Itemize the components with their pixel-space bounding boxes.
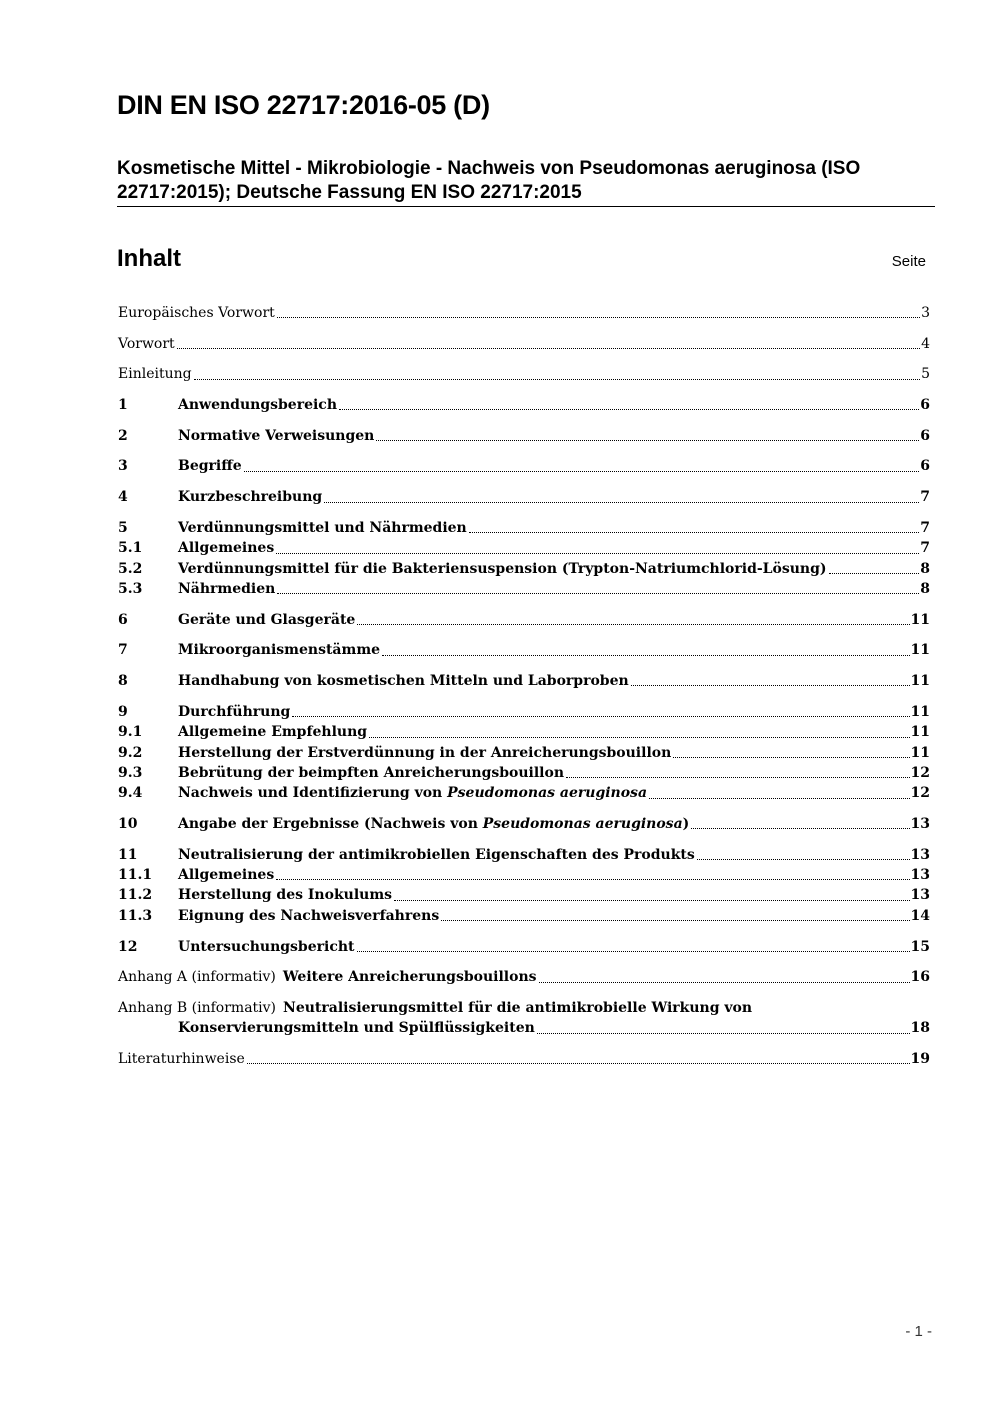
dot-leader (247, 1062, 910, 1064)
species-name: Pseudomonas aeruginosa (482, 815, 683, 832)
dot-leader (194, 378, 921, 380)
dot-leader (244, 470, 920, 472)
toc-entry-12[interactable] (118, 937, 930, 957)
toc-entry-page: 6 (920, 458, 930, 475)
dot-leader (691, 827, 909, 829)
toc-entry-title: Mikroorganismenstämme (178, 642, 381, 659)
toc-entry-page: 6 (920, 427, 930, 444)
toc-entry-number: 1 (118, 397, 128, 414)
toc-entry-7[interactable] (118, 640, 930, 660)
dot-leader (276, 878, 909, 880)
toc-entry-title: Allgemeines (178, 867, 275, 884)
toc-entry-page: 7 (920, 540, 930, 557)
toc-entry-number: 12 (118, 938, 138, 955)
toc-entry-page: 7 (920, 519, 930, 536)
toc-entry-page: 11 (910, 611, 930, 628)
toc-entry-title: Durchführung (178, 703, 291, 720)
toc-entry-page: 19 (910, 1050, 930, 1067)
toc-entry-number: 9.3 (118, 764, 143, 781)
page-column-label: Seite (891, 253, 926, 270)
toc-entry-title: Verdünnungsmittel für die Bakteriensuspension (Trypton-Natriumchlorid-Lösung) (178, 560, 827, 577)
dot-leader (631, 684, 910, 686)
toc-entry-page: 6 (920, 397, 930, 414)
toc-entry-9-3[interactable] (118, 763, 930, 783)
dot-leader (649, 797, 910, 799)
toc-entry-page: 13 (910, 846, 930, 863)
toc-entry-title-continued: Konservierungsmitteln und Spülflüssigkeiten (178, 1020, 535, 1037)
title-text: Angabe der Ergebnisse (Nachweis von (178, 815, 483, 832)
toc-entry-10[interactable] (118, 814, 930, 834)
toc-entry-page: 18 (910, 1020, 930, 1037)
toc-entry-page: 16 (910, 969, 930, 986)
toc-entry-number: 4 (118, 489, 128, 506)
toc-entry-title: Begriffe (178, 458, 242, 475)
toc-entry-2[interactable] (118, 426, 930, 446)
toc-entry-11[interactable] (118, 845, 930, 865)
toc-entry-page: 13 (910, 815, 930, 832)
toc-entry-page: 11 (910, 703, 930, 720)
toc-entry-number: 2 (118, 427, 128, 444)
toc-entry-title: Verdünnungsmittel und Nährmedien (178, 519, 467, 536)
dot-leader (369, 736, 909, 738)
toc-entry-anhang-a[interactable] (118, 967, 930, 987)
toc-entry-title (178, 814, 689, 834)
toc-entry-page: 3 (921, 305, 930, 321)
toc-entry-page: 13 (910, 867, 930, 884)
toc-entry-number: 10 (118, 815, 138, 832)
dot-leader (697, 858, 910, 860)
toc-entry-number: 3 (118, 458, 128, 475)
toc-entry-number: 9.4 (118, 785, 143, 802)
dot-leader (441, 919, 909, 921)
document-subtitle: Kosmetische Mittel - Mikrobiologie - Nachweis von Pseudomonas aeruginosa (ISO 22717:2015); Deutsche Fassung EN ISO 22717:2015 (117, 157, 935, 207)
dot-leader (277, 316, 920, 318)
toc-entry-page: 12 (910, 785, 930, 802)
species-name: Pseudomonas aeruginosa (447, 785, 648, 802)
toc-entry-title: Weitere Anreicherungsbouillons (282, 969, 537, 986)
toc-entry-vorwort[interactable] (118, 334, 930, 354)
toc-annex-prefix: Anhang A (informativ) (118, 969, 276, 986)
toc-entry-5-3[interactable] (118, 579, 930, 599)
toc-entry-page: 8 (920, 580, 930, 597)
toc-entry-11-1[interactable] (118, 865, 930, 885)
toc-entry-title: Kurzbeschreibung (178, 489, 323, 506)
toc-entry-title: Herstellung der Erstverdünnung in der Anreicherungsbouillon (178, 744, 672, 761)
toc-entry-page: 7 (920, 489, 930, 506)
toc-entry-number: 9.2 (118, 744, 143, 761)
toc-entry-title: Nährmedien (178, 580, 276, 597)
toc-entry-1[interactable] (118, 395, 930, 415)
toc-entry-title: Allgemeine Empfehlung (178, 724, 368, 741)
toc-entry-title: Vorwort (118, 335, 175, 352)
toc-entry-11-3[interactable] (118, 906, 930, 926)
toc-entry-anhang-b[interactable] (118, 998, 930, 1039)
toc-entry-page: 11 (910, 642, 930, 659)
toc-entry-5[interactable] (118, 518, 930, 538)
toc-entry-title: Eignung des Nachweisverfahrens (178, 907, 440, 924)
toc-entry-number: 11.1 (118, 867, 153, 884)
toc-entry-europaeisches-vorwort[interactable] (118, 303, 930, 323)
toc-entry-9-1[interactable] (118, 722, 930, 742)
dot-leader (537, 1032, 910, 1034)
toc-entry-title: Handhabung von kosmetischen Mitteln und Laborproben (178, 673, 629, 690)
toc-entry-4[interactable] (118, 487, 930, 507)
dot-leader (376, 439, 919, 441)
title-text-end: ) (682, 815, 690, 832)
toc-entry-number: 11 (118, 846, 138, 863)
toc-entry-line-continued (118, 1018, 930, 1038)
dot-leader (357, 950, 910, 952)
dot-leader (324, 501, 919, 503)
toc-entry-title: Neutralisierungsmittel für die antimikrobielle Wirkung von (283, 999, 753, 1016)
toc-entry-title: Geräte und Glasgeräte (178, 611, 356, 628)
toc-entry-page: 14 (910, 907, 930, 924)
toc-entry-page: 5 (921, 366, 930, 383)
toc-entry-6[interactable] (118, 610, 930, 630)
toc-entry-line (118, 998, 930, 1018)
toc-entry-title: Neutralisierung der antimikrobiellen Eigenschaften des Produkts (178, 846, 695, 863)
dot-leader (177, 347, 920, 349)
dot-leader (277, 592, 919, 594)
toc-entry-title: Europäisches Vorwort (118, 305, 275, 321)
toc-entry-number: 8 (118, 673, 128, 690)
toc-entry-3[interactable] (118, 456, 930, 476)
page-number: - 1 - (905, 1323, 932, 1340)
dot-leader (829, 572, 920, 574)
toc-entry-title: Normative Verweisungen (178, 427, 375, 444)
toc-entry-title (178, 783, 647, 803)
toc-entry-title: Untersuchungsbericht (178, 938, 355, 955)
toc-entry-8[interactable] (118, 671, 930, 691)
toc-entry-page: 15 (910, 938, 930, 955)
toc-entry-page: 13 (910, 887, 930, 904)
dot-leader (394, 899, 910, 901)
toc-entry-number: 7 (118, 642, 128, 659)
toc-entry-number: 9 (118, 703, 128, 720)
toc-entry-9-2[interactable] (118, 743, 930, 763)
toc-entry-title: Literaturhinweise (118, 1050, 245, 1067)
toc-entry-9[interactable] (118, 702, 930, 722)
toc-entry-number: 5.1 (118, 540, 143, 557)
dot-leader (357, 623, 909, 625)
toc-entry-5-2[interactable] (118, 559, 930, 579)
toc-entry-number: 5.2 (118, 560, 143, 577)
toc-annex-prefix: Anhang B (informativ) (118, 999, 277, 1016)
toc-entry-literaturhinweise[interactable] (118, 1049, 930, 1069)
table-of-contents (118, 303, 930, 1069)
toc-entry-9-4[interactable] (118, 783, 930, 803)
toc-entry-page: 12 (910, 764, 930, 781)
toc-entry-number: 5.3 (118, 580, 143, 597)
document-title: DIN EN ISO 22717:2016-05 (D) (117, 90, 490, 120)
toc-entry-number: 5 (118, 519, 128, 536)
title-text: Nachweis und Identifizierung von (178, 785, 448, 802)
toc-entry-title: Allgemeines (178, 540, 275, 557)
toc-entry-einleitung[interactable] (118, 364, 930, 384)
toc-entry-number: 6 (118, 611, 128, 628)
toc-entry-page: 4 (921, 335, 930, 352)
toc-entry-title: Anwendungsbereich (178, 397, 337, 414)
toc-entry-title: Einleitung (118, 366, 192, 383)
toc-entry-number: 9.1 (118, 724, 143, 741)
toc-entry-11-2[interactable] (118, 885, 930, 905)
toc-entry-number: 11.2 (118, 887, 153, 904)
dot-leader (469, 531, 920, 533)
dot-leader (539, 981, 910, 983)
toc-entry-page: 11 (910, 724, 930, 741)
dot-leader (276, 552, 919, 554)
dot-leader (673, 756, 909, 758)
dot-leader (566, 776, 909, 778)
toc-entry-number: 11.3 (118, 907, 153, 924)
toc-entry-page: 11 (910, 673, 930, 690)
toc-entry-5-1[interactable] (118, 538, 930, 558)
toc-entry-title: Bebrütung der beimpften Anreicherungsbouillon (178, 764, 565, 781)
dot-leader (292, 715, 909, 717)
dot-leader (339, 408, 919, 410)
toc-heading: Inhalt (117, 245, 181, 272)
toc-entry-page: 8 (920, 560, 930, 577)
dot-leader (382, 654, 909, 656)
toc-entry-title: Herstellung des Inokulums (178, 887, 393, 904)
toc-entry-page: 11 (910, 744, 930, 761)
